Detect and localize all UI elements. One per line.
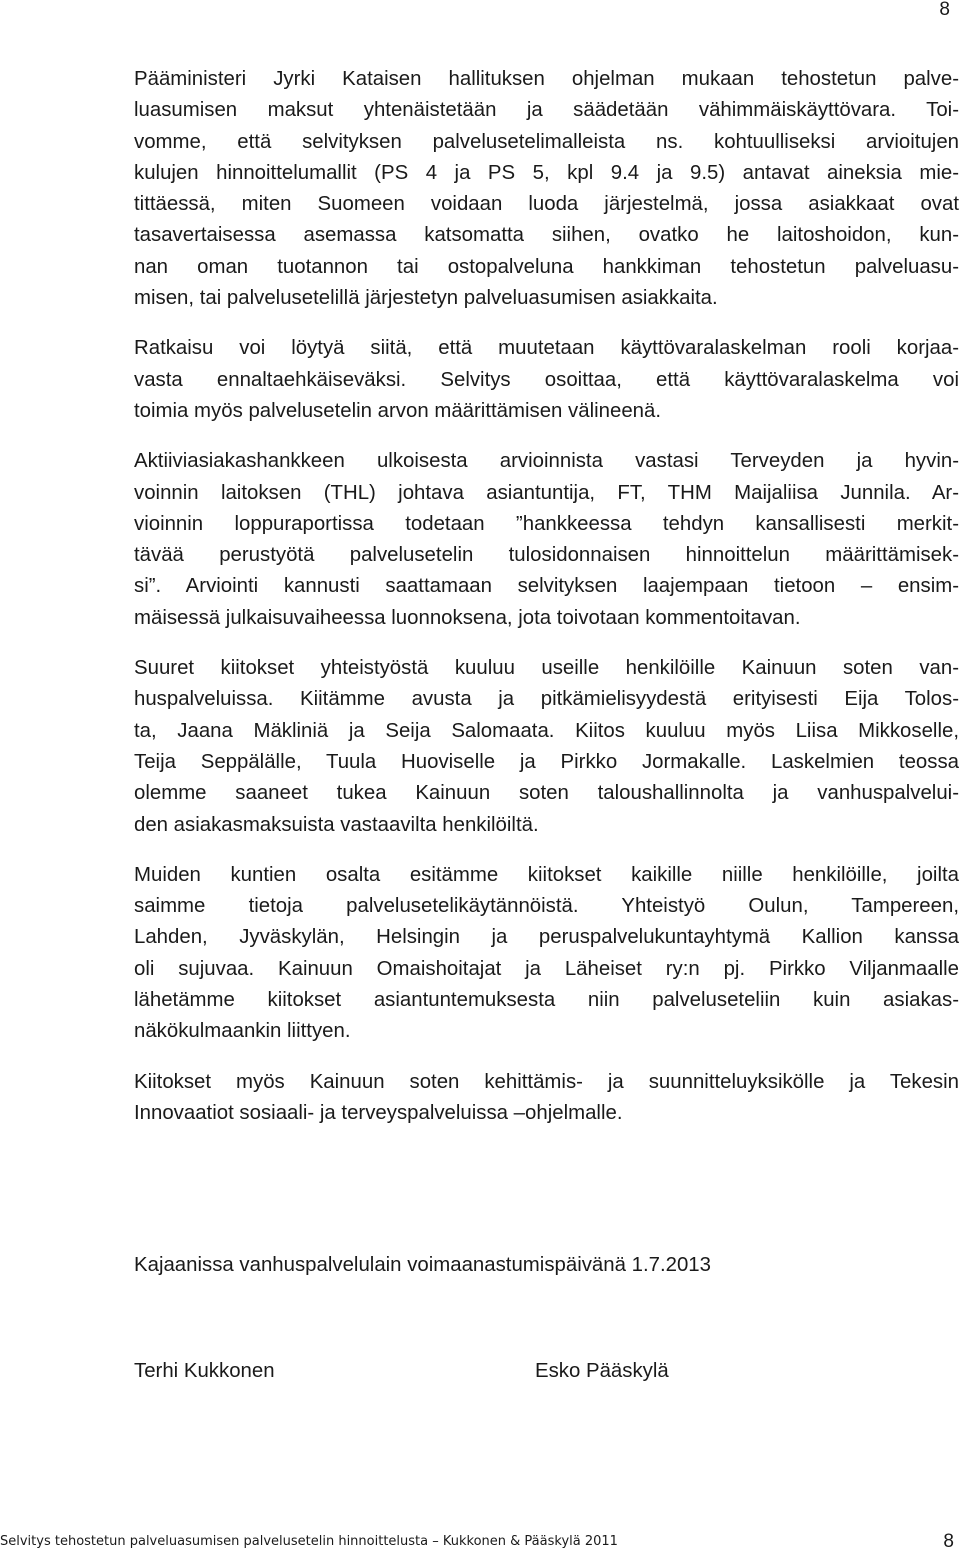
paragraph xyxy=(134,333,959,427)
footer-page-number: 8 xyxy=(943,1531,954,1552)
signer-name-1: Terhi Kukkonen xyxy=(134,1360,275,1382)
text-line: Aktiiviasiakashankkeen ulkoisesta arvioinnista vastasi Terveyden ja hyvin- xyxy=(134,450,959,473)
text-line: luasumisen maksut yhtenäistetään ja säädetään vähimmäiskäyttövara. Toi- xyxy=(134,99,959,122)
text-line: mäisessä julkaisuvaiheessa luonnoksena, jota toivotaan kommentoitavan. xyxy=(134,606,801,629)
text-line: Innovaatiot sosiaali- ja terveyspalveluissa –ohjelmalle. xyxy=(134,1101,623,1124)
text-line: tasavertaisessa asemassa katsomatta siihen, ovatko he laitoshoidon, kun- xyxy=(134,224,959,247)
text-line: saimme tietoja palvelusetelikäytännöistä. Yhteistyö Oulun, Tampereen, xyxy=(134,895,959,918)
text-line: den asiakasmaksuista vastaavilta henkilöiltä. xyxy=(134,813,539,836)
text-line: Teija Seppälälle, Tuula Huoviselle ja Pirkko Jormakalle. Laskelmien teossa xyxy=(134,750,959,773)
paragraph xyxy=(134,64,959,314)
text-line: tävää perustyötä palvelusetelin tulosidonnaisen hinnoittelun määrittämisek- xyxy=(134,544,959,567)
text-line: kulujen hinnoittelumallit (PS 4 ja PS 5, kpl 9.4 ja 9.5) antavat aineksia mie- xyxy=(134,161,959,184)
text-line: si”. Arviointi kannusti saattamaan selvityksen laajempaan tietoon – ensim- xyxy=(134,575,959,598)
text-line: Kiitokset myös Kainuun soten kehittämis- ja suunnitteluyksikölle ja Tekesin xyxy=(134,1070,959,1093)
text-line: huspalveluissa. Kiitämme avusta ja pitkämielisyydestä erityisesti Eija Tolos- xyxy=(134,688,959,711)
text-line: misen, tai palvelusetelillä järjestetyn palveluasumisen asiakkaita. xyxy=(134,287,718,310)
text-line: toimia myös palvelusetelin arvon määrittämisen välineenä. xyxy=(134,399,662,422)
signer-name-2: Esko Pääskylä xyxy=(535,1360,669,1382)
page-footer xyxy=(0,1530,960,1554)
text-line: Ratkaisu voi löytyä siitä, että muutetaan käyttövaralaskelman rooli korjaa- xyxy=(134,337,959,360)
text-line: ta, Jaana Mäkliniä ja Seija Salomaata. Kiitos kuuluu myös Liisa Mikkoselle, xyxy=(134,719,959,742)
body-text xyxy=(134,64,959,1148)
footer-title: Selvitys tehostetun palveluasumisen palvelusetelin hinnoittelusta – Kukkonen & Pääskylä 2011 xyxy=(0,1534,618,1549)
text-line: Muiden kuntien osalta esitämme kiitokset kaikille niille henkilöille, joilta xyxy=(134,863,959,886)
text-line: näkökulmaankin liittyen. xyxy=(134,1020,351,1043)
text-line: vomme, että selvityksen palvelusetelimalleista ns. kohtuulliseksi arvioitujen xyxy=(134,130,959,153)
text-line: olemme saaneet tukea Kainuun soten taloushallinnolta ja vanhuspalvelui- xyxy=(134,782,959,805)
paragraph xyxy=(134,1067,959,1130)
paragraph xyxy=(134,860,959,1048)
text-line: Suuret kiitokset yhteistyöstä kuuluu useille henkilöille Kainuun soten van- xyxy=(134,657,959,680)
page-number-top: 8 xyxy=(939,0,950,20)
paragraph xyxy=(134,653,959,841)
paragraph xyxy=(134,446,959,634)
text-line: Lahden, Jyväskylän, Helsingin ja peruspalvelukuntayhtymä Kallion kanssa xyxy=(134,926,959,949)
text-line: vioinnin loppuraportissa todetaan ”hankkeessa tehdyn kansallisesti merkit- xyxy=(134,512,959,535)
closing-place-date: Kajaanissa vanhuspalvelulain voimaanastumispäivänä 1.7.2013 xyxy=(134,1254,711,1276)
text-line: Pääministeri Jyrki Kataisen hallituksen ohjelman mukaan tehostetun palve- xyxy=(134,68,959,90)
text-line: vasta ennaltaehkäiseväksi. Selvitys osoittaa, että käyttövaralaskelma voi xyxy=(134,368,959,391)
text-line: voinnin laitoksen (THL) johtava asiantuntija, FT, THM Maijaliisa Junnila. Ar- xyxy=(134,481,959,504)
text-line: lähetämme kiitokset asiantuntemuksesta niin palveluseteliin kuin asiakas- xyxy=(134,989,959,1012)
text-line: tittäessä, miten Suomeen voidaan luoda järjestelmä, jossa asiakkaat ovat xyxy=(134,193,959,216)
text-line: oli sujuvaa. Kainuun Omaishoitajat ja Läheiset ry:n pj. Pirkko Viljanmaalle xyxy=(134,957,959,980)
text-line: nan oman tuotannon tai ostopalveluna hankkiman tehostetun palveluasu- xyxy=(134,255,959,278)
